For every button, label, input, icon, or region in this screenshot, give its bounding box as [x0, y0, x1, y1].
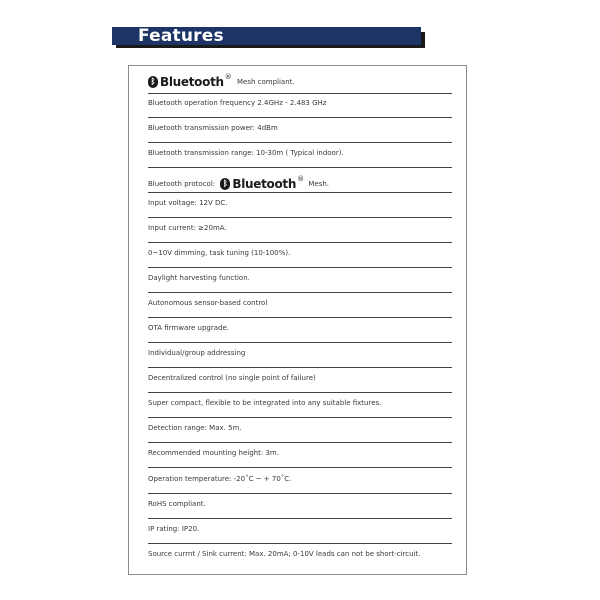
banner-bar — [112, 27, 421, 45]
feature-text: Mesh. — [308, 180, 329, 188]
divider — [148, 242, 452, 243]
divider — [148, 417, 452, 418]
divider — [148, 267, 452, 268]
divider — [148, 367, 452, 368]
feature-row: Individual/group addressing — [148, 349, 246, 357]
feature-row: Detection range: Max. 5m. — [148, 424, 242, 432]
feature-row: Input current: ≥20mA. — [148, 224, 227, 232]
feature-row: 0~10V dimming, task tuning (10-100%). — [148, 249, 291, 257]
section-title: Features — [138, 26, 224, 46]
feature-row: Bluetooth transmission power: 4dBm — [148, 124, 278, 132]
feature-row: Operation temperature: -20˚C ~ + 70˚C. — [148, 475, 292, 483]
bluetooth-logo — [220, 177, 304, 191]
feature-row: Super compact, flexible to be integrated into any suitable fixtures. — [148, 399, 382, 407]
divider — [148, 518, 452, 519]
divider — [148, 342, 452, 343]
divider — [148, 493, 452, 494]
features-banner — [112, 27, 425, 48]
feature-row: Decentralized control (no single point of failure) — [148, 374, 316, 382]
bluetooth-icon: ᛒ — [148, 76, 158, 88]
divider — [148, 117, 452, 118]
bluetooth-wordmark: Bluetooth — [160, 75, 224, 89]
bluetooth-icon: ᛒ — [220, 178, 230, 190]
feature-row: Source currnt / Sink current: Max. 20mA; 0-10V leads can not be short-circuit. — [148, 550, 421, 558]
divider — [148, 142, 452, 143]
feature-row: Bluetooth operation frequency 2.4GHz - 2.483 GHz — [148, 99, 327, 107]
divider — [148, 93, 452, 94]
bluetooth-wordmark: Bluetooth — [232, 177, 297, 191]
feature-row: RoHS compliant. — [148, 500, 206, 508]
feature-text: Mesh compliant. — [236, 78, 295, 86]
feature-row-bluetooth-protocol — [148, 177, 452, 191]
features-list — [128, 65, 467, 575]
bluetooth-logo — [148, 75, 232, 89]
registered-mark: ® — [224, 73, 232, 81]
divider — [148, 543, 452, 544]
divider — [148, 317, 452, 318]
feature-row: Recommended mounting height: 3m. — [148, 449, 279, 457]
feature-text: Bluetooth protocol: — [148, 180, 216, 188]
divider — [148, 467, 452, 468]
divider — [148, 167, 452, 168]
divider — [148, 392, 452, 393]
feature-row: Daylight harvesting function. — [148, 274, 250, 282]
feature-row: Input voltage: 12V DC. — [148, 199, 228, 207]
divider — [148, 292, 452, 293]
feature-row: Bluetooth transmission range: 10-30m ( Typical indoor). — [148, 149, 344, 157]
feature-row: OTA firmware upgrade. — [148, 324, 229, 332]
divider — [148, 192, 452, 193]
feature-row-mesh-compliant — [148, 75, 452, 89]
registered-mark: ® — [297, 175, 305, 183]
feature-row: Autonomous sensor-based control — [148, 299, 268, 307]
divider — [148, 442, 452, 443]
divider — [148, 217, 452, 218]
feature-row: IP rating: IP20. — [148, 525, 200, 533]
